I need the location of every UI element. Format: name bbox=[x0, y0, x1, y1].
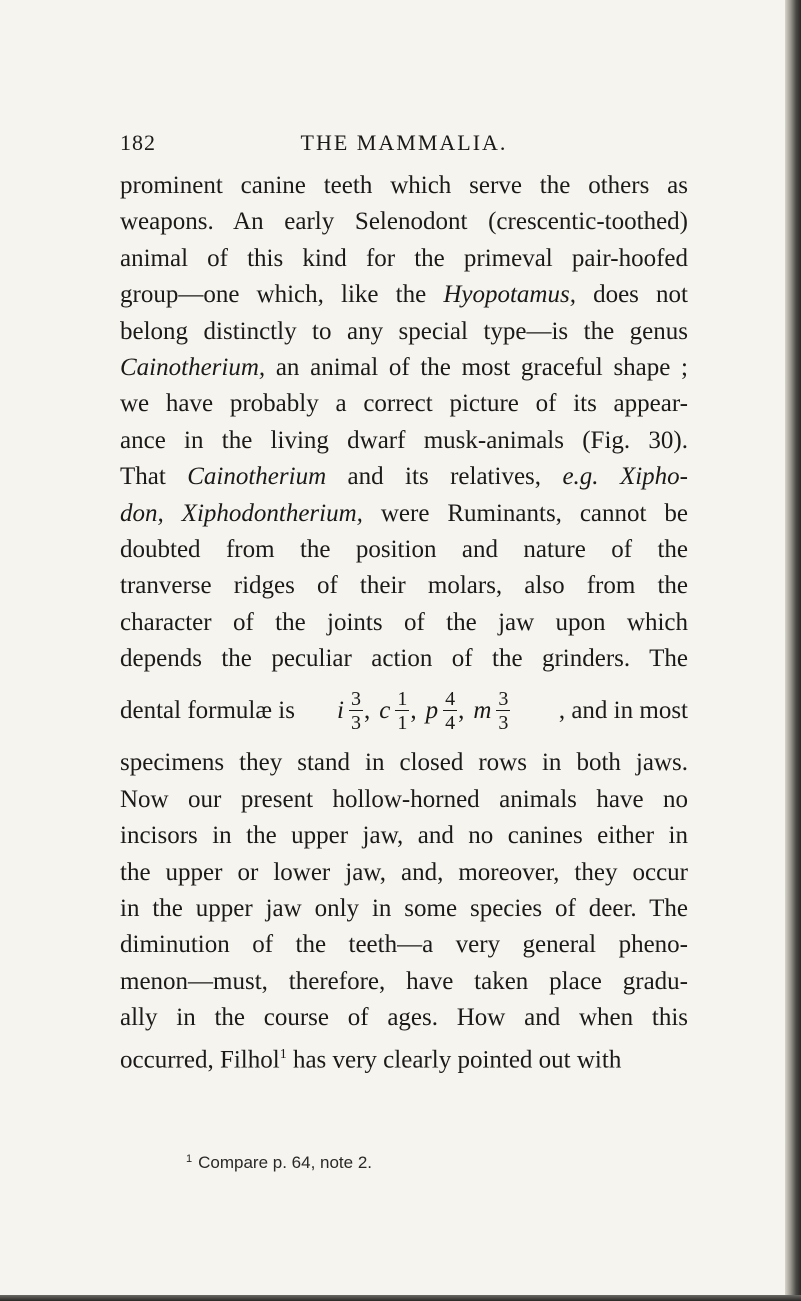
text-line: ally in the course of ages. How and when this bbox=[120, 1004, 688, 1032]
footnote-text: Compare p. 64, note 2. bbox=[198, 1153, 373, 1172]
text-line: the upper or lower jaw, and, moreover, they occur bbox=[120, 858, 688, 886]
text-line: prominent canine teeth which serve the others as bbox=[120, 172, 688, 199]
page-number: 182 bbox=[120, 130, 156, 155]
text-line: That Cainotherium and its relatives, e.g. Xipho- bbox=[120, 463, 688, 491]
text-line: specimens they stand in closed rows in both jaws. bbox=[120, 749, 688, 777]
text-line: diminution of the teeth—a very general pheno- bbox=[120, 931, 688, 959]
text-line: animal of this kind for the primeval pair-hoofed bbox=[120, 244, 688, 272]
taxon-name: don, Xiphodontherium, bbox=[120, 499, 363, 527]
text-line: weapons. An early Selenodont (crescentic-toothed) bbox=[120, 208, 688, 236]
text-line: occurred, Filhol$^1$ has very clearly pointed out with bbox=[120, 1045, 622, 1073]
text-line: menon—must, therefore, have taken place gradu- bbox=[120, 967, 688, 995]
fraction: $\frac{3}{3}$ bbox=[498, 688, 509, 735]
text-line: belong distinctly to any special type—is the genus bbox=[120, 317, 688, 345]
text-line: doubted from the position and nature of the bbox=[120, 535, 688, 563]
formula-term-molars: m $\frac{3}{3}$ bbox=[473, 688, 509, 735]
text-line: Now our present hollow-horned animals have no bbox=[120, 785, 688, 813]
text-line: ance in the living dwarf musk-animals (Fig. 30). bbox=[120, 426, 688, 454]
formula-term-premolars: p $\frac{4}{4}$ , bbox=[425, 688, 465, 735]
text-line: tranverse ridges of their molars, also from the bbox=[120, 572, 688, 600]
formula-suffix: , and in most bbox=[558, 697, 688, 725]
dental-formula bbox=[337, 677, 520, 745]
text-line: don, Xiphodontherium, were Ruminants, cannot be bbox=[120, 499, 688, 527]
text-line: character of the joints of the jaw upon which bbox=[120, 608, 688, 636]
body-text bbox=[120, 168, 688, 1073]
fraction: $\frac{3}{3}$ bbox=[350, 688, 361, 735]
formula-term-incisors: i $\frac{3}{3}$ , bbox=[337, 688, 371, 735]
fraction: $\frac{1}{1}$ bbox=[397, 688, 408, 735]
taxon-name: Cainotherium, bbox=[120, 353, 266, 381]
page-header bbox=[120, 130, 688, 160]
text-line: Cainotherium, an animal of the most graceful shape ; bbox=[120, 353, 688, 381]
page-bottom-edge bbox=[0, 1295, 801, 1301]
taxon-name: e.g. Xipho- bbox=[562, 463, 688, 491]
dental-formula-line bbox=[120, 677, 688, 745]
footnote-marker: 1 bbox=[279, 1046, 287, 1062]
text-line: in the upper jaw only in some species of deer. The bbox=[120, 895, 688, 923]
fraction: $\frac{4}{4}$ bbox=[445, 688, 456, 735]
text-line: depends the peculiar action of the grinders. The bbox=[120, 645, 688, 673]
text-line: group—one which, like the Hyopotamus, does not bbox=[120, 281, 688, 309]
text-line: incisors in the upper jaw, and no canines either in bbox=[120, 822, 688, 850]
running-head: THE MAMMALIA. bbox=[300, 130, 508, 155]
page-edge-shadow bbox=[785, 0, 801, 1301]
taxon-name: Cainotherium bbox=[187, 463, 327, 491]
formula-prefix: dental formulæ is bbox=[120, 697, 295, 725]
footnote-number: 1 bbox=[186, 1153, 193, 1165]
footnote bbox=[186, 1153, 372, 1173]
taxon-name: Hyopotamus, bbox=[443, 281, 576, 309]
formula-term-canines: c $\frac{1}{1}$ , bbox=[379, 688, 417, 735]
text-line: we have probably a correct picture of its appear- bbox=[120, 390, 688, 418]
